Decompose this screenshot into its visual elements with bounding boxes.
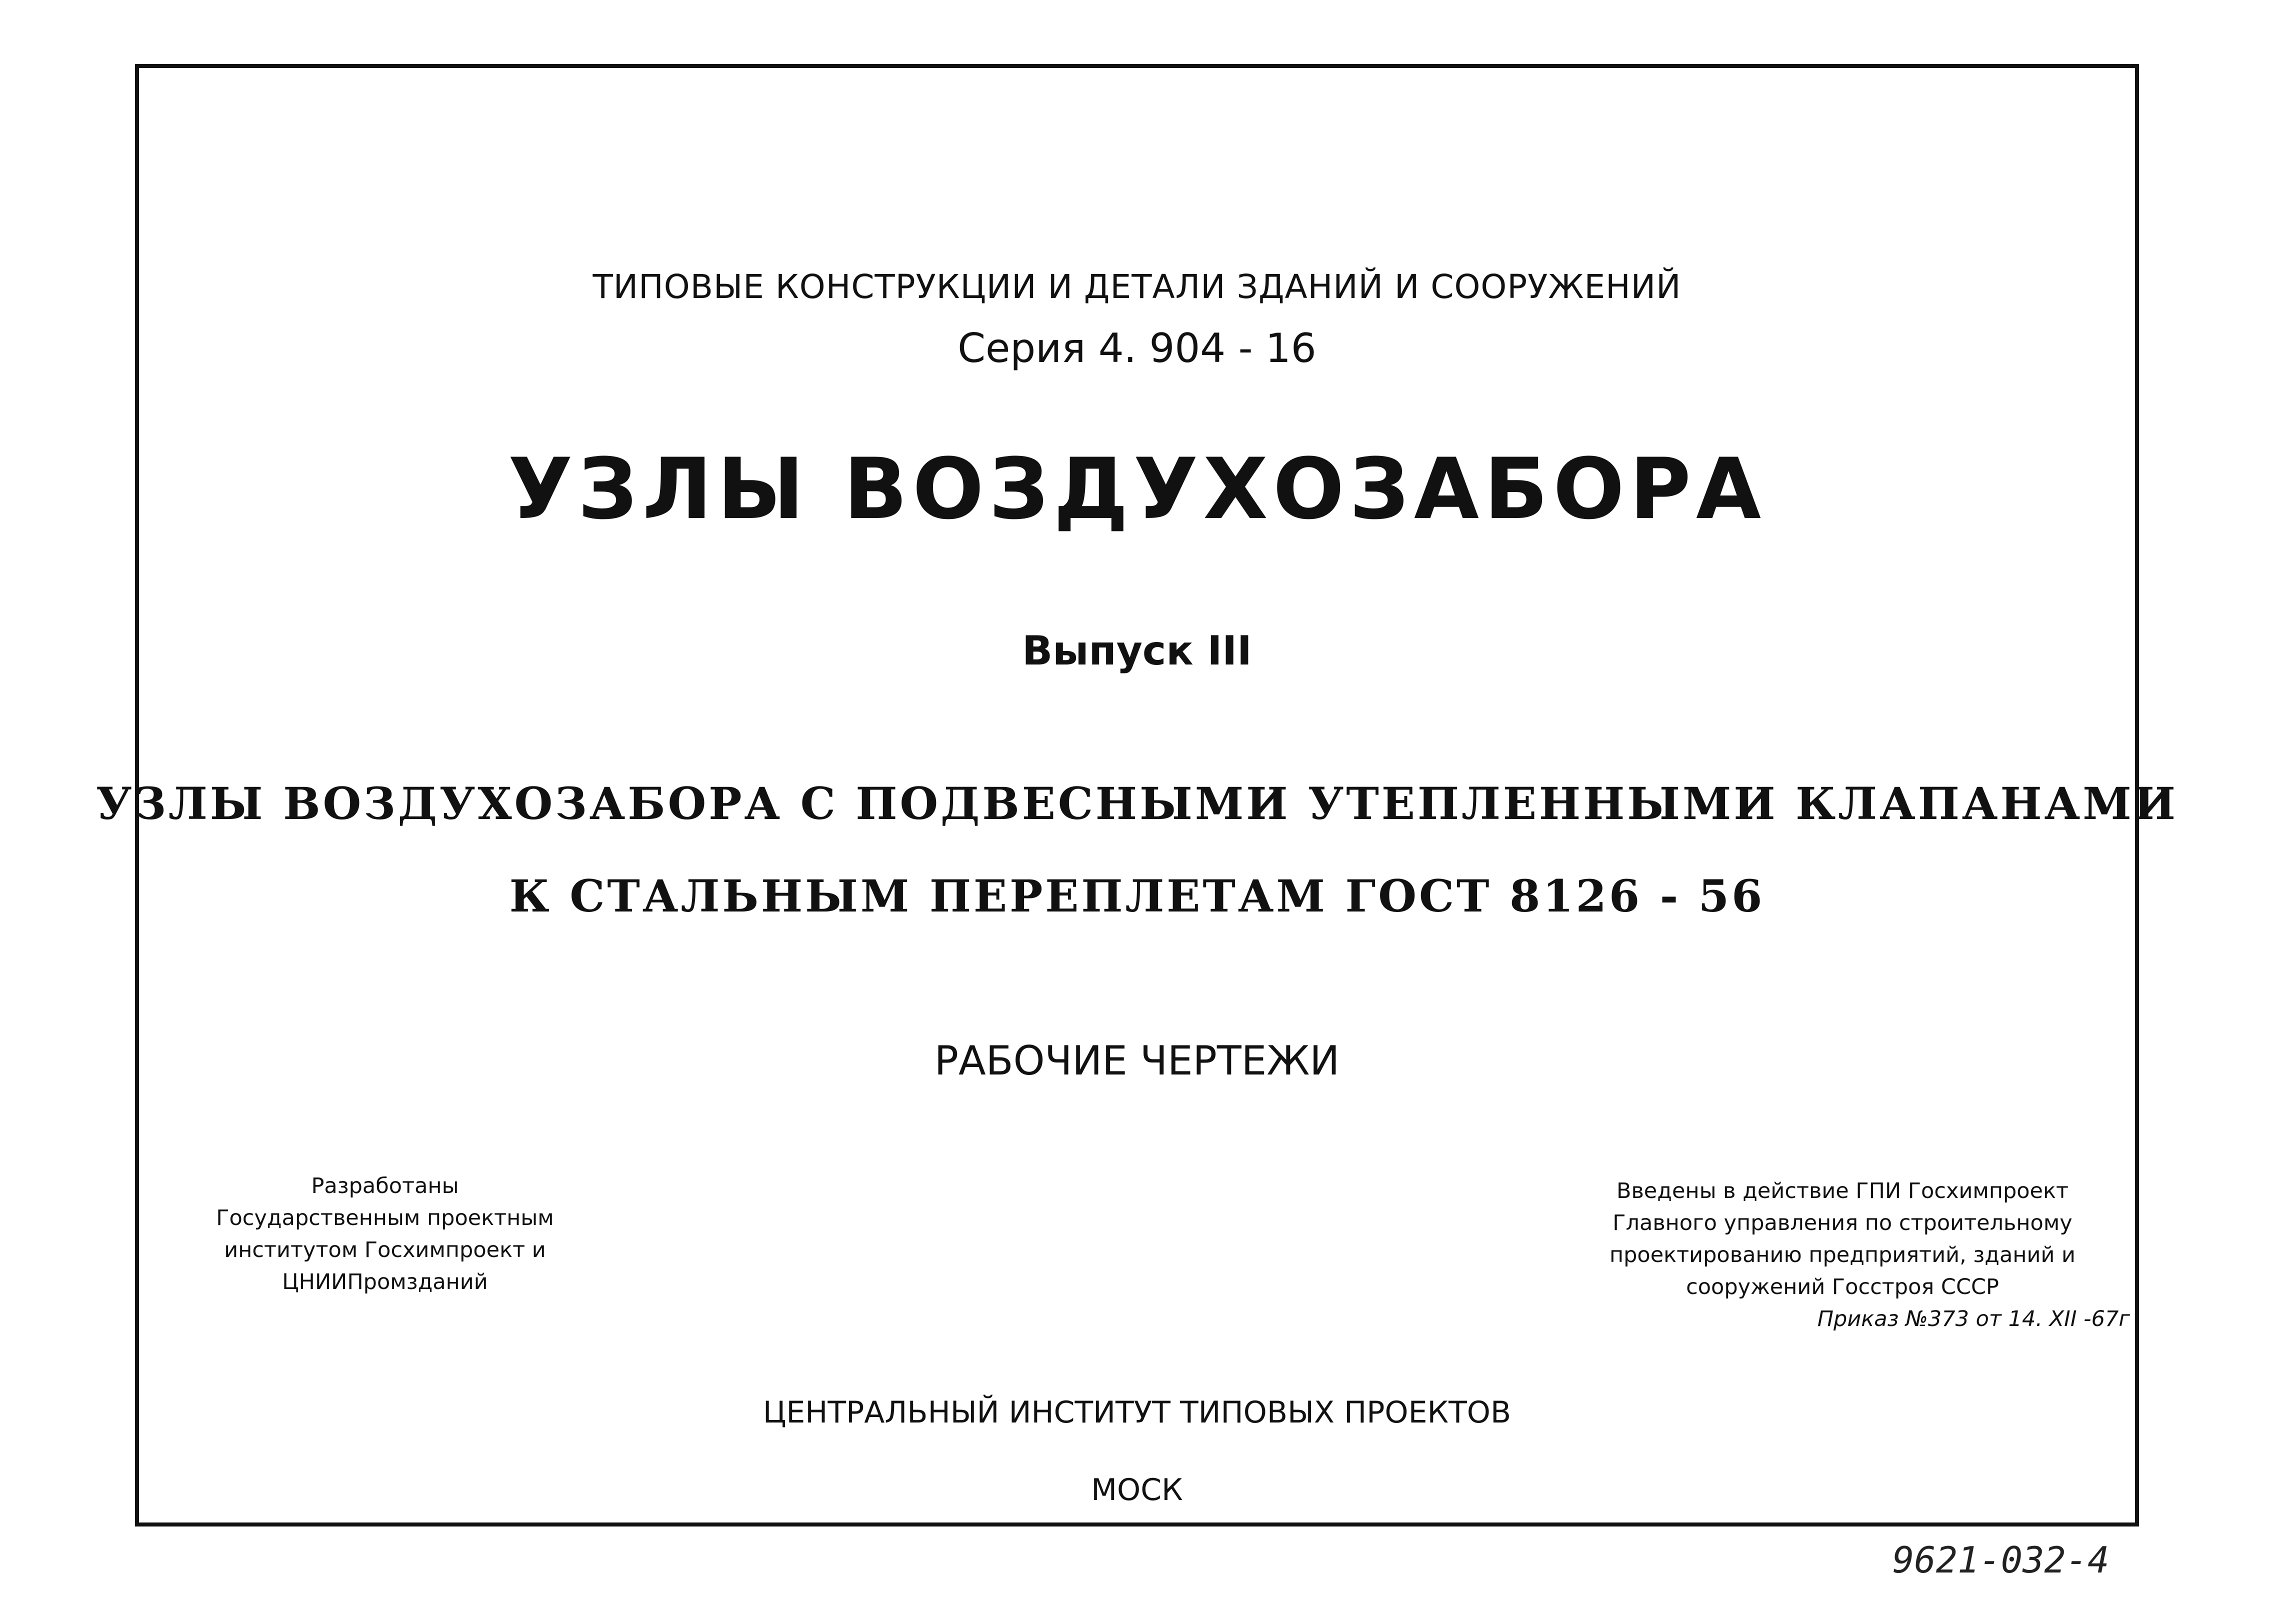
developed-by-line: ЦНИИПромзданий [282, 1270, 488, 1294]
issue-number: Выпуск III [1022, 628, 1252, 674]
developed-by-line: Разработаны [311, 1174, 459, 1198]
developed-by-line: Государственным проектным [216, 1206, 554, 1230]
series-number: Серия 4. 904 - 16 [958, 325, 1316, 372]
introduced-by-block [1555, 1175, 2130, 1335]
developed-by-block [195, 1170, 575, 1298]
introduced-by-line: сооружений Госстроя СССР [1686, 1274, 1999, 1300]
introduced-by-line: Введены в действие ГПИ Госхимпроект [1616, 1178, 2069, 1204]
document-type: РАБОЧИЕ ЧЕРТЕЖИ [934, 1038, 1340, 1084]
subtitle-line-2: К СТАЛЬНЫМ ПЕРЕПЛЕТАМ ГОСТ 8126 - 56 [509, 870, 1765, 922]
main-title: УЗЛЫ ВОЗДУХОЗАБОРА [508, 440, 1766, 538]
developed-by-line: институтом Госхимпроект и [224, 1238, 546, 1262]
introduced-by-line: Главного управления по строительному [1612, 1210, 2072, 1236]
series-title: ТИПОВЫЕ КОНСТРУКЦИИ И ДЕТАЛИ ЗДАНИЙ И СООРУЖЕНИЙ [592, 268, 1682, 306]
introduced-by-line: проектированию предприятий, зданий и [1609, 1242, 2076, 1268]
publisher-city: МОСК [1091, 1472, 1183, 1508]
subtitle-line-1: УЗЛЫ ВОЗДУХОЗАБОРА С ПОДВЕСНЫМИ УТЕПЛЕННЫМИ КЛАПАНАМИ [96, 778, 2178, 830]
order-reference: Приказ №373 от 14. XII -67г [1817, 1306, 2130, 1332]
publisher-name: ЦЕНТРАЛЬНЫЙ ИНСТИТУТ ТИПОВЫХ ПРОЕКТОВ [762, 1395, 1512, 1430]
archive-number: 9621-032-4 [1892, 1539, 2110, 1581]
